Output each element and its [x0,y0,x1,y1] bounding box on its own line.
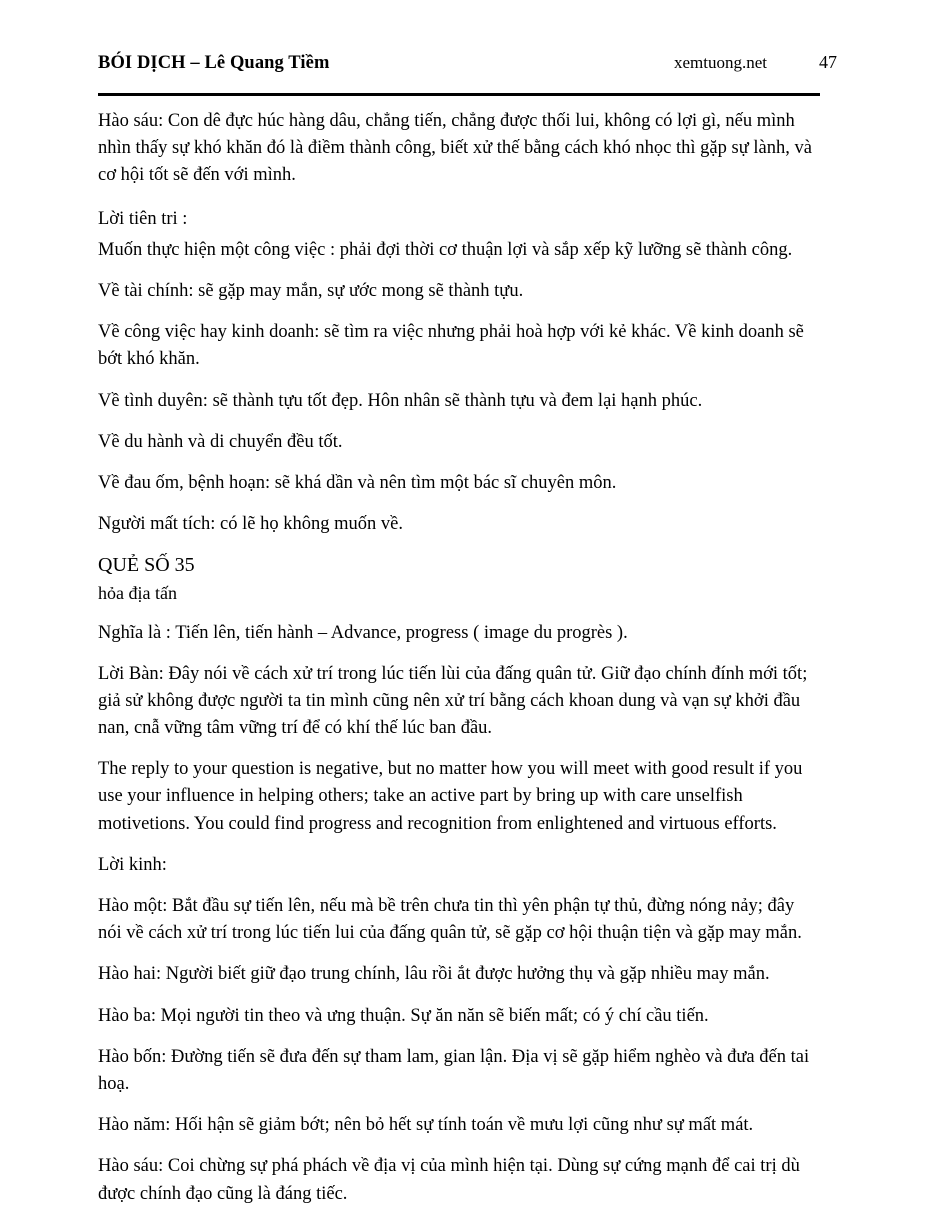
paragraph-hao-bon: Hào bốn: Đường tiến sẽ đưa đến sự tham lam, gian lận. Địa vị sẽ gặp hiểm nghèo và đưa đến tai hoạ. [98,1046,810,1094]
page-number: 47 [819,52,837,72]
paragraph-finance: Về tài chính: sẽ gặp may mắn, sự ước mong sẽ thành tựu. [98,280,524,301]
paragraph-business: Về công việc hay kinh doanh: sẽ tìm ra việc nhưng phải hoà hợp với kẻ khác. Về kinh doanh sẽ bớt khó khăn. [98,322,804,370]
paragraph-health: Về đau ốm, bệnh hoạn: sẽ khá dần và nên tìm một bác sĩ chuyên môn. [98,472,617,493]
paragraph-hao-sau: Hào sáu: Coi chừng sự phá phách về địa vị của mình hiện tại. Dùng sự cứng mạnh để cai trị dù được chính đạo cũng là đáng tiếc. [98,1156,800,1204]
page-header [98,52,837,80]
paragraph-prediction: Muốn thực hiện một công việc : phải đợi thời cơ thuận lợi và sắp xếp kỹ lưỡng sẽ thành công. [98,239,793,260]
paragraph-hao-hai: Hào hai: Người biết giữ đạo trung chính, lâu rồi ắt được hưởng thụ và gặp nhiều may mắn. [98,964,770,985]
header-divider [98,93,820,96]
hexagram-title: QUẺ SỐ 35 [98,554,195,577]
paragraph-english-reply: The reply to your question is negative, but no matter how you will meet with good result if you use your influence in helping others; take an active part by bring up with care unselfish motivetions. You could find progress and recognition from enlightened and virtuous efforts. [98,759,803,834]
paragraph-romance: Về tình duyên: sẽ thành tựu tốt đẹp. Hôn nhân sẽ thành tựu và đem lại hạnh phúc. [98,390,703,411]
label-loi-kinh: Lời kinh: [98,854,167,875]
paragraph-hao-mot: Hào một: Bắt đầu sự tiến lên, nếu mà bề trên chưa tin thì yên phận tự thủ, đừng nóng nảy; đây nói về cách xử trí trong lúc tiến lui của đấng quân tử, sẽ gặp cơ hội thuận tiện và gặp may mắn. [98,896,802,944]
label-loi-tien-tri: Lời tiên tri : [98,208,188,229]
paragraph-travel: Về du hành và di chuyển đều tốt. [98,431,343,452]
header-right-group [674,52,837,73]
paragraph-hao-nam: Hào năm: Hối hận sẽ giảm bớt; nên bỏ hết sự tính toán về mưu lợi cũng như sự mất mát. [98,1115,754,1136]
paragraph-hao-ba: Hào ba: Mọi người tin theo và ưng thuận. Sự ăn năn sẽ biến mất; có ý chí cầu tiến. [98,1005,709,1026]
paragraph-meaning: Nghĩa là : Tiến lên, tiến hành – Advance, progress ( image du progrès ). [98,622,628,643]
website-label: xemtuong.net [673,53,767,72]
paragraph-missing-person: Người mất tích: có lẽ họ không muốn về. [98,514,403,535]
book-title: BÓI DỊCH – Lê Quang Tiềm [98,53,330,73]
paragraph-hao-sau-intro: Hào sáu: Con dê đực húc hàng dâu, chẳng tiến, chẳng được thối lui, không có lợi gì, nếu mình nhìn thấy sự khó khăn đó là điềm thành công, biết xử thế bằng cách khó nhọc thì gặp sự lành, và cơ hội tốt sẽ đến với mình. [98,111,812,186]
paragraph-commentary: Lời Bàn: Đây nói về cách xử trí trong lúc tiến lùi của đấng quân tử. Giữ đạo chính đính mới tốt; giả sử không được người ta tin mình cũng nên xử trí bằng cách khoan dung và vạn sự khởi đầu nan, cnẫ vững tâm vững trí để có khí thế lúc ban đầu. [98,663,808,739]
page-body [98,108,818,1222]
hexagram-subtitle: hỏa địa tấn [98,583,177,604]
